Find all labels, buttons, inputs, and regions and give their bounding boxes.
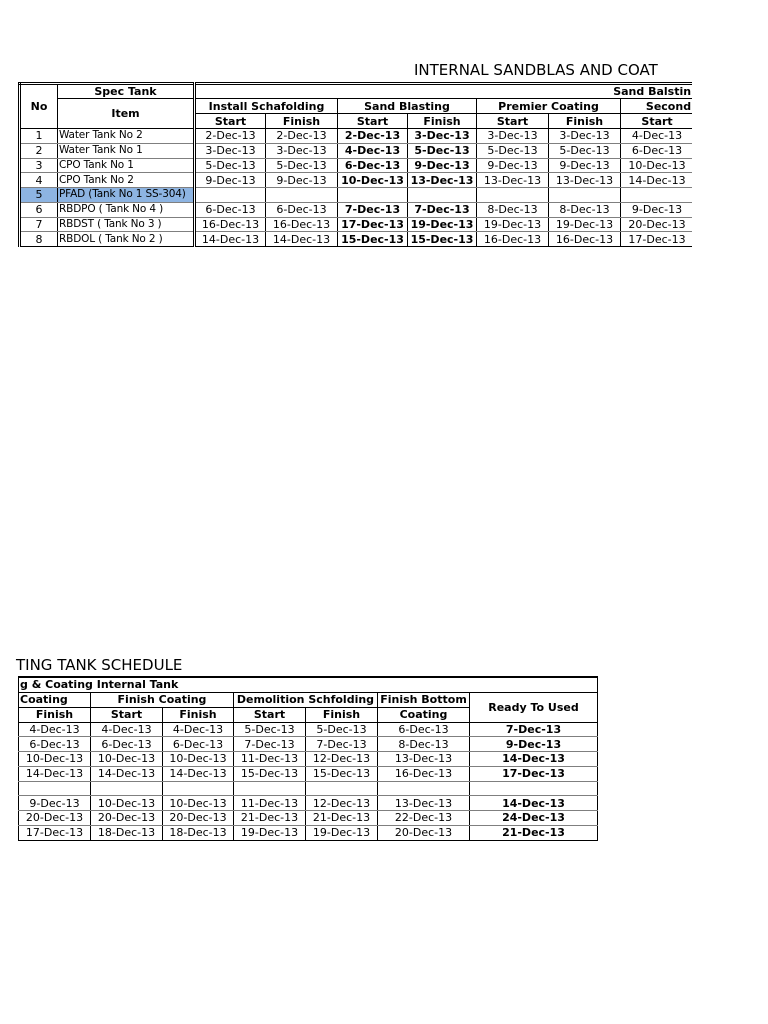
demolition-finish-date: 21-Dec-13 — [306, 811, 378, 826]
sandblast-finish-date: 7-Dec-13 — [408, 202, 477, 217]
table-row-highlighted — [20, 188, 693, 203]
ready-to-use-date: 14-Dec-13 — [470, 752, 598, 767]
premier-start-date: 16-Dec-13 — [477, 232, 549, 247]
sandblast-finish-date: 9-Dec-13 — [408, 158, 477, 173]
header-demolition-schfolding: Demolition Schfolding — [234, 692, 378, 707]
empty-cell — [266, 188, 338, 203]
sandblast-start-date: 15-Dec-13 — [338, 232, 408, 247]
finish-coating-start-date: 20-Dec-13 — [91, 811, 163, 826]
sandblast-finish-date: 5-Dec-13 — [408, 143, 477, 158]
ready-to-use-date: 9-Dec-13 — [470, 737, 598, 752]
demolition-finish-date: 12-Dec-13 — [306, 752, 378, 767]
tank-item: RBDPO ( Tank No 4 ) — [58, 202, 195, 217]
finish-coating-finish-date: 14-Dec-13 — [163, 766, 234, 781]
sandblast-start-date: 17-Dec-13 — [338, 217, 408, 232]
sandblast-finish-date: 19-Dec-13 — [408, 217, 477, 232]
install-finish-date: 5-Dec-13 — [266, 158, 338, 173]
demolition-start-date: 21-Dec-13 — [234, 811, 306, 826]
table-row-empty — [19, 781, 598, 796]
table-row — [20, 202, 693, 217]
header-row-1 — [20, 84, 693, 99]
empty-cell — [338, 188, 408, 203]
row-number: 1 — [20, 129, 58, 144]
ready-to-use-date: 7-Dec-13 — [470, 722, 598, 737]
install-start-date: 5-Dec-13 — [195, 158, 266, 173]
header-premier-coating: Premier Coating — [477, 99, 621, 114]
empty-cell — [408, 188, 477, 203]
empty-cell — [621, 188, 693, 203]
finish-coating-start-date: 18-Dec-13 — [91, 825, 163, 840]
tank-item: PFAD (Tank No 1 SS-304) — [58, 188, 195, 203]
second-coating-start-date: 6-Dec-13 — [621, 143, 693, 158]
second-coating-finish-date: 20-Dec-13 — [19, 811, 91, 826]
header-start: Start — [91, 707, 163, 722]
premier-finish-date: 3-Dec-13 — [549, 129, 621, 144]
premier-finish-date: 13-Dec-13 — [549, 173, 621, 188]
tank-item: CPO Tank No 1 — [58, 158, 195, 173]
finish-coating-start-date: 10-Dec-13 — [91, 796, 163, 811]
header-start: Start — [338, 114, 408, 129]
top-schedule-table — [18, 82, 692, 247]
install-finish-date: 14-Dec-13 — [266, 232, 338, 247]
finish-coating-start-date: 4-Dec-13 — [91, 722, 163, 737]
empty-cell — [470, 781, 598, 796]
demolition-finish-date: 5-Dec-13 — [306, 722, 378, 737]
finish-bottom-coating-date: 16-Dec-13 — [378, 766, 470, 781]
empty-cell — [91, 781, 163, 796]
ready-to-use-date: 21-Dec-13 — [470, 825, 598, 840]
finish-bottom-coating-date: 6-Dec-13 — [378, 722, 470, 737]
header-banner: g & Coating Internal Tank — [19, 677, 598, 692]
finish-bottom-coating-date: 20-Dec-13 — [378, 825, 470, 840]
demolition-finish-date: 7-Dec-13 — [306, 737, 378, 752]
sandblast-start-date: 6-Dec-13 — [338, 158, 408, 173]
second-coating-start-date: 10-Dec-13 — [621, 158, 693, 173]
install-finish-date: 3-Dec-13 — [266, 143, 338, 158]
tank-item: RBDST ( Tank No 3 ) — [58, 217, 195, 232]
row-number: 2 — [20, 143, 58, 158]
demolition-start-date: 7-Dec-13 — [234, 737, 306, 752]
demolition-finish-date: 19-Dec-13 — [306, 825, 378, 840]
table-row — [20, 129, 693, 144]
header-banner: Sand Balstin — [195, 84, 693, 99]
row-number: 4 — [20, 173, 58, 188]
premier-start-date: 5-Dec-13 — [477, 143, 549, 158]
second-coating-finish-date: 14-Dec-13 — [19, 766, 91, 781]
install-start-date: 6-Dec-13 — [195, 202, 266, 217]
second-coating-finish-date: 6-Dec-13 — [19, 737, 91, 752]
premier-start-date: 8-Dec-13 — [477, 202, 549, 217]
sandblast-start-date: 4-Dec-13 — [338, 143, 408, 158]
header-spec-tank: Spec Tank — [58, 84, 195, 99]
demolition-finish-date: 12-Dec-13 — [306, 796, 378, 811]
premier-finish-date: 16-Dec-13 — [549, 232, 621, 247]
finish-coating-finish-date: 6-Dec-13 — [163, 737, 234, 752]
ready-to-use-date: 24-Dec-13 — [470, 811, 598, 826]
header-finish: Finish — [306, 707, 378, 722]
second-coating-finish-date: 10-Dec-13 — [19, 752, 91, 767]
empty-cell — [19, 781, 91, 796]
second-coating-start-date: 17-Dec-13 — [621, 232, 693, 247]
top-section — [0, 0, 692, 262]
premier-finish-date: 5-Dec-13 — [549, 143, 621, 158]
install-start-date: 3-Dec-13 — [195, 143, 266, 158]
finish-coating-start-date: 10-Dec-13 — [91, 752, 163, 767]
premier-finish-date: 8-Dec-13 — [549, 202, 621, 217]
table-row — [20, 232, 693, 247]
page-title-continued: TING TANK SCHEDULE — [16, 656, 183, 674]
header-install-schafolding: Install Schafolding — [195, 99, 338, 114]
table-row — [20, 217, 693, 232]
header-finish: Finish — [408, 114, 477, 129]
install-finish-date: 9-Dec-13 — [266, 173, 338, 188]
header-row-1 — [19, 677, 598, 692]
finish-coating-finish-date: 20-Dec-13 — [163, 811, 234, 826]
install-start-date: 2-Dec-13 — [195, 129, 266, 144]
install-start-date: 9-Dec-13 — [195, 173, 266, 188]
finish-coating-start-date: 14-Dec-13 — [91, 766, 163, 781]
premier-start-date: 19-Dec-13 — [477, 217, 549, 232]
table-row — [20, 158, 693, 173]
table-row — [19, 722, 598, 737]
finish-bottom-coating-date: 13-Dec-13 — [378, 752, 470, 767]
demolition-start-date: 5-Dec-13 — [234, 722, 306, 737]
sandblast-start-date: 7-Dec-13 — [338, 202, 408, 217]
second-coating-finish-date: 9-Dec-13 — [19, 796, 91, 811]
bottom-schedule-table — [18, 676, 598, 841]
header-finish: Finish — [266, 114, 338, 129]
second-coating-start-date: 4-Dec-13 — [621, 129, 693, 144]
header-item: Item — [58, 99, 195, 129]
tank-item: RBDOL ( Tank No 2 ) — [58, 232, 195, 247]
table-row — [19, 766, 598, 781]
page-title: INTERNAL SANDBLAS AND COAT — [414, 61, 658, 79]
sandblast-start-date: 2-Dec-13 — [338, 129, 408, 144]
row-number: 6 — [20, 202, 58, 217]
table-row — [20, 143, 693, 158]
empty-cell — [163, 781, 234, 796]
table-row — [19, 752, 598, 767]
header-start: Start — [477, 114, 549, 129]
header-second-coating: Second — [621, 99, 693, 114]
finish-coating-finish-date: 18-Dec-13 — [163, 825, 234, 840]
premier-start-date: 13-Dec-13 — [477, 173, 549, 188]
ready-to-use-date: 14-Dec-13 — [470, 796, 598, 811]
row-number: 3 — [20, 158, 58, 173]
empty-cell — [378, 781, 470, 796]
second-coating-finish-date: 4-Dec-13 — [19, 722, 91, 737]
finish-bottom-coating-date: 13-Dec-13 — [378, 796, 470, 811]
tank-item: Water Tank No 2 — [58, 129, 195, 144]
row-number: 8 — [20, 232, 58, 247]
tank-item: CPO Tank No 2 — [58, 173, 195, 188]
second-coating-finish-date: 17-Dec-13 — [19, 825, 91, 840]
sandblast-finish-date: 3-Dec-13 — [408, 129, 477, 144]
header-finish-bottom: Finish Bottom — [378, 692, 470, 707]
header-no: No — [20, 84, 58, 129]
header-sand-blasting: Sand Blasting — [338, 99, 477, 114]
install-finish-date: 2-Dec-13 — [266, 129, 338, 144]
premier-finish-date: 19-Dec-13 — [549, 217, 621, 232]
header-coating: Coating — [378, 707, 470, 722]
header-finish: Finish — [19, 707, 91, 722]
table-row — [19, 737, 598, 752]
table-row — [19, 796, 598, 811]
demolition-finish-date: 15-Dec-13 — [306, 766, 378, 781]
install-start-date: 14-Dec-13 — [195, 232, 266, 247]
sandblast-start-date: 10-Dec-13 — [338, 173, 408, 188]
demolition-start-date: 11-Dec-13 — [234, 752, 306, 767]
header-row-2 — [20, 99, 693, 114]
finish-coating-finish-date: 10-Dec-13 — [163, 752, 234, 767]
header-row-2 — [19, 692, 598, 707]
finish-coating-finish-date: 4-Dec-13 — [163, 722, 234, 737]
second-coating-start-date: 14-Dec-13 — [621, 173, 693, 188]
finish-bottom-coating-date: 8-Dec-13 — [378, 737, 470, 752]
second-coating-start-date: 9-Dec-13 — [621, 202, 693, 217]
header-finish: Finish — [549, 114, 621, 129]
header-start: Start — [195, 114, 266, 129]
header-start: Start — [234, 707, 306, 722]
ready-to-use-date: 17-Dec-13 — [470, 766, 598, 781]
empty-cell — [195, 188, 266, 203]
sandblast-finish-date: 13-Dec-13 — [408, 173, 477, 188]
table-row — [19, 825, 598, 840]
install-finish-date: 16-Dec-13 — [266, 217, 338, 232]
demolition-start-date: 15-Dec-13 — [234, 766, 306, 781]
row-number: 5 — [20, 188, 58, 203]
second-coating-start-date: 20-Dec-13 — [621, 217, 693, 232]
empty-cell — [306, 781, 378, 796]
row-number: 7 — [20, 217, 58, 232]
premier-start-date: 9-Dec-13 — [477, 158, 549, 173]
empty-cell — [477, 188, 549, 203]
header-start: Start — [621, 114, 693, 129]
table-row — [20, 173, 693, 188]
header-second-coating: Coating — [19, 692, 91, 707]
sandblast-finish-date: 15-Dec-13 — [408, 232, 477, 247]
tank-item: Water Tank No 1 — [58, 143, 195, 158]
premier-start-date: 3-Dec-13 — [477, 129, 549, 144]
table-row — [19, 811, 598, 826]
demolition-start-date: 19-Dec-13 — [234, 825, 306, 840]
header-ready-to-used: Ready To Used — [470, 692, 598, 722]
empty-cell — [234, 781, 306, 796]
finish-coating-finish-date: 10-Dec-13 — [163, 796, 234, 811]
premier-finish-date: 9-Dec-13 — [549, 158, 621, 173]
header-finish-coating: Finish Coating — [91, 692, 234, 707]
install-start-date: 16-Dec-13 — [195, 217, 266, 232]
install-finish-date: 6-Dec-13 — [266, 202, 338, 217]
empty-cell — [549, 188, 621, 203]
finish-bottom-coating-date: 22-Dec-13 — [378, 811, 470, 826]
finish-coating-start-date: 6-Dec-13 — [91, 737, 163, 752]
demolition-start-date: 11-Dec-13 — [234, 796, 306, 811]
header-finish: Finish — [163, 707, 234, 722]
